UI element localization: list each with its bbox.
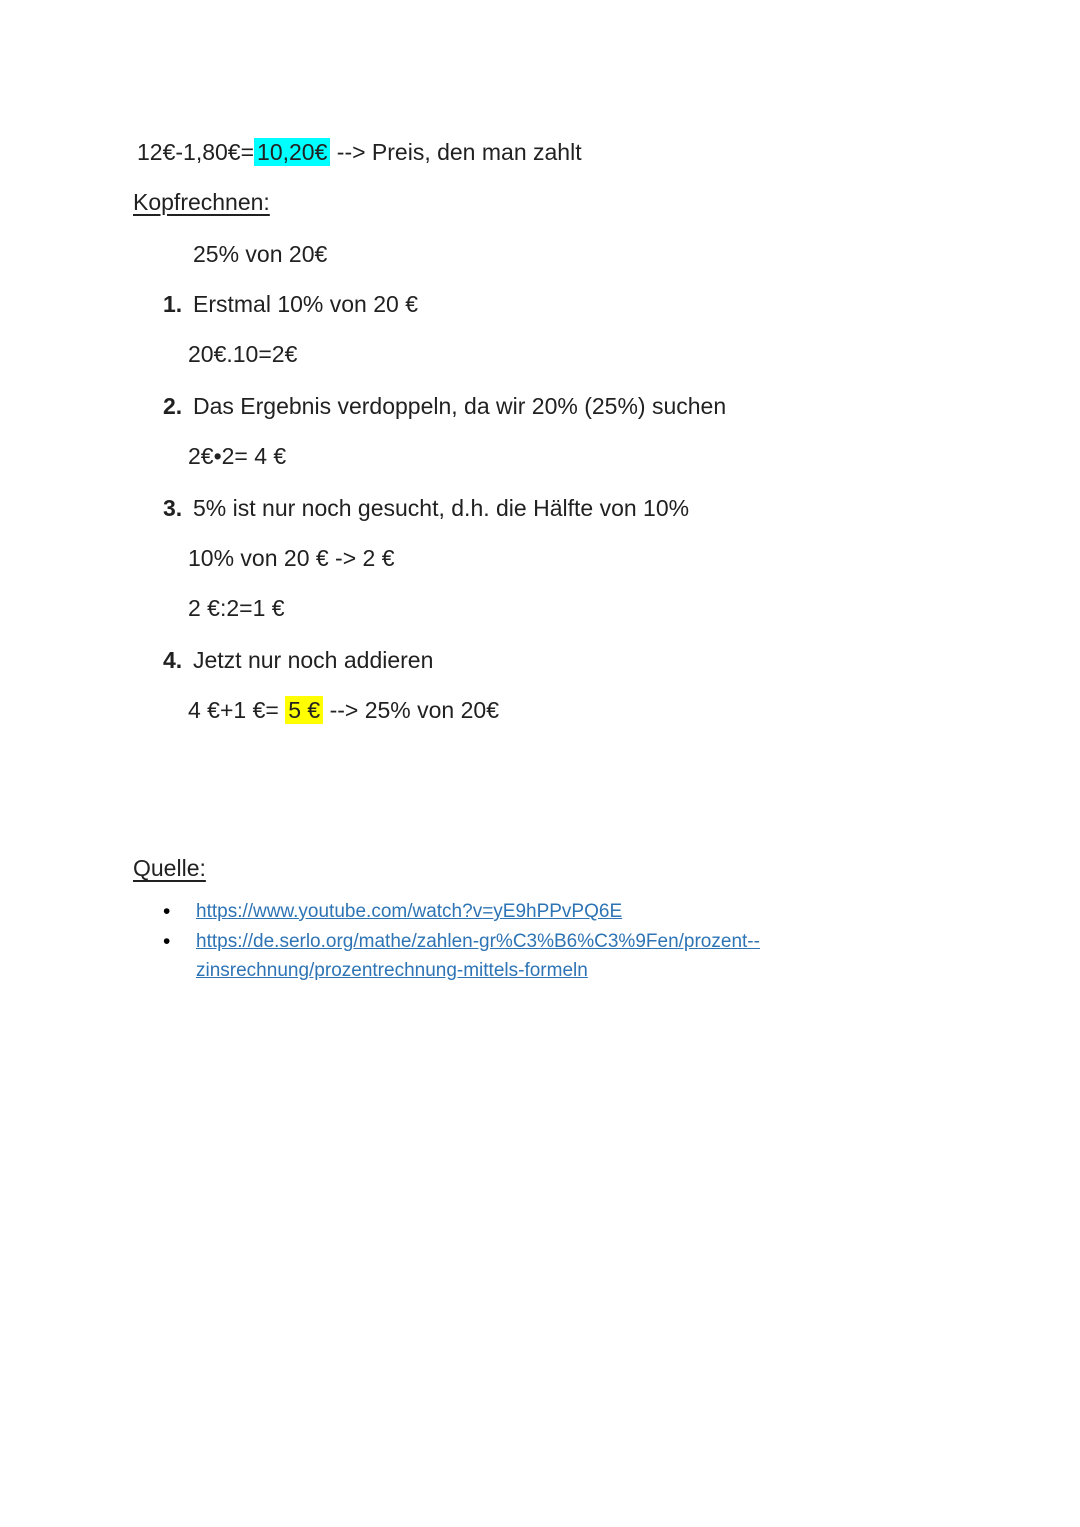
exercise-subtitle: 25% von 20€ [193,241,328,267]
youtube-source-link[interactable]: https://www.youtube.com/watch?v=yE9hPPvPQ6E [196,901,623,922]
list-item [163,927,1000,985]
step-text: Jetzt nur noch addieren [193,647,434,673]
list-item [163,897,1000,926]
intro-prefix: 12€-1,80€= [137,139,255,165]
step-text: 5% ist nur noch gesucht, d.h. die Hälfte von 10% [193,495,690,521]
step-number: 2. [163,393,183,419]
quelle-heading: Quelle: [133,855,206,881]
calculation-line-step4 [188,696,1000,724]
numbered-step-2 [163,392,1000,420]
numbered-step-1 [163,290,1000,318]
calculation-line-step1: 20€.10=2€ [188,341,298,367]
serlo-source-link[interactable]: https://de.serlo.org/mathe/zahlen-gr%C3%B6%C3%9Fen/prozent--zinsrechnung/prozentrechnung-mittels-formeln [196,931,760,981]
step-number: 1. [163,291,183,317]
numbered-step-3 [163,494,1000,522]
calculation-line-step3a: 10% von 20 € -> 2 € [188,545,395,571]
intro-line [133,138,1000,166]
source-list [133,897,1000,985]
step-text: Erstmal 10% von 20 € [193,291,419,317]
bullet-icon: • [163,900,171,923]
yellow-highlight-result: 5 € [285,696,323,724]
kopfrechnen-heading: Kopfrechnen: [133,189,270,215]
bullet-icon: • [163,930,171,953]
result-prefix: 4 €+1 €= [188,697,286,723]
calculation-line-step2: 2€•2= 4 € [188,443,287,469]
intro-suffix: --> Preis, den man zahlt [330,139,582,165]
result-suffix: --> 25% von 20€ [323,697,499,723]
numbered-step-4 [163,646,1000,674]
cyan-highlight-value: 10,20€ [254,138,330,166]
step-number: 4. [163,647,183,673]
calculation-line-step3b: 2 €:2=1 € [188,595,285,621]
step-number: 3. [163,495,183,521]
step-text: Das Ergebnis verdoppeln, da wir 20% (25%) suchen [193,393,727,419]
